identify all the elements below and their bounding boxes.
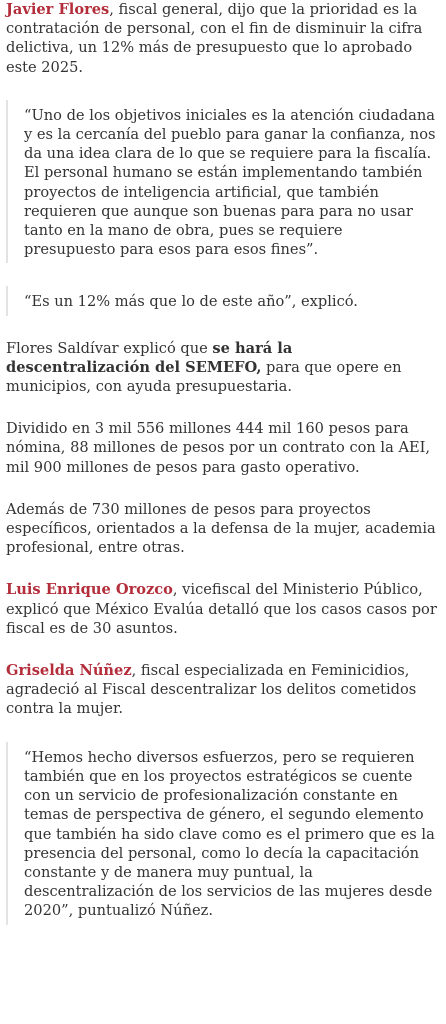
paragraph-griselda-nunez — [6, 661, 440, 719]
bold-semefo: se hará la descentralización del SEMEFO, — [6, 339, 293, 376]
paragraph-semefo — [6, 339, 440, 397]
quote-text: “Hemos hecho diversos esfuerzos, pero se requieren también que en los proyectos estratégicos se cuente con un servicio de profesionalización constante en temas de perspectiva de género, el segundo elemento que también ha sido clave como es el primero que es la presencia del personal, como lo decía la capacitación constante y de manera muy puntual, la descentralización de los servicios de las mujeres desde 2020”, puntualizó Núñez. — [24, 748, 435, 920]
blockquote-objetivos — [6, 100, 440, 264]
paragraph-text: , vicefiscal del Ministerio Público, explicó que México Evalúa detalló que los casos casos por fiscal es de 30 asuntos. — [6, 581, 437, 637]
quote-text: “Es un 12% más que lo de este año”, explicó. — [24, 293, 358, 311]
person-name-griselda-nunez[interactable]: Griselda Núñez — [6, 662, 132, 680]
person-name-luis-enrique-orozco[interactable]: Luis Enrique Orozco — [6, 581, 173, 599]
paragraph-text: , fiscal general, dijo que la prioridad es la contratación de personal, con el fin de disminuir la cifra delictiva, un 12% más de presupuesto que lo aprobado este 2025. — [6, 1, 423, 76]
paragraph-text: Flores Saldívar explicó que — [6, 339, 213, 357]
paragraph-text: para que opere en municipios, con ayuda presupuestaria. — [6, 358, 402, 396]
paragraph-budget-split: Dividido en 3 mil 556 millones 444 mil 160 pesos para nómina, 88 millones de pesos por un contrato con la AEI, mil 900 millones de pesos para gasto operativo. — [6, 420, 431, 476]
quote-text: “Uno de los objetivos iniciales es la atención ciudadana y es la cercanía del pueblo para ganar la confianza, nos da una idea clara de lo que se requiere para la fiscalía. El personal humano se están implementando también proyectos de inteligencia artificial, que también requieren que aunque son buenas para para no usar tanto en la mano de obra, pues se requiere presupuesto para esos para esos fines”. — [24, 106, 436, 259]
paragraph-text: , fiscal especializada en Feminicidios, agradeció al Fiscal descentralizar los delitos cometidos contra la mujer. — [6, 662, 417, 718]
person-name-javier-flores[interactable]: Javier Flores — [6, 1, 110, 18]
paragraph-luis-enrique-orozco — [6, 580, 440, 638]
paragraph-javier-flores — [6, 0, 440, 77]
blockquote-esfuerzos — [6, 742, 440, 925]
paragraph-projects: Además de 730 millones de pesos para proyectos específicos, orientados a la defensa de la mujer, academia profesional, entre otras. — [6, 500, 436, 557]
blockquote-12-percent — [6, 286, 440, 315]
